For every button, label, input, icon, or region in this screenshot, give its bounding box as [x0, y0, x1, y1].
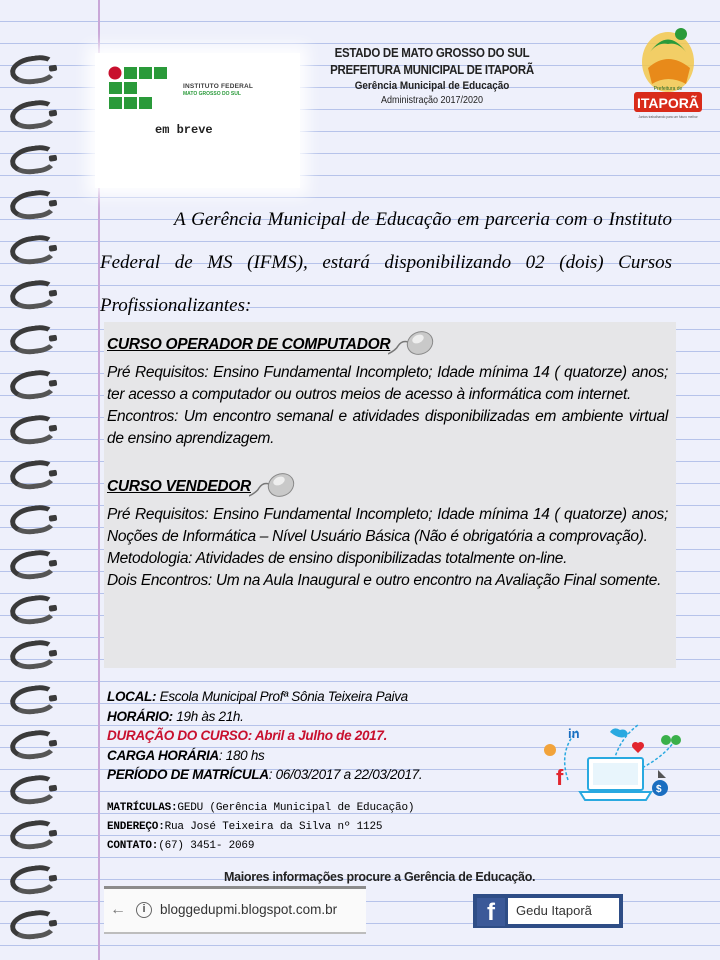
binding-ring-icon [8, 323, 57, 357]
intro-text: A Gerência Municipal de Educação em parceria com o Instituto Federal de MS (IFMS), estará disponibilizando 02 (dois) Cursos Profissionalizantes: [100, 209, 672, 316]
binding-ring-icon [8, 233, 57, 267]
carga-line [107, 746, 537, 766]
more-info-text: Maiores informações procure a Gerência de Educação. [224, 870, 536, 884]
itapora-logo-tagline: Juntos trabalhando para um futuro melhor [638, 115, 698, 119]
blog-url-bar[interactable] [104, 886, 366, 934]
carga-label: CARGA HORÁRIA [107, 747, 219, 763]
linkedin-icon: in [568, 726, 580, 741]
binding-ring-icon [8, 458, 57, 492]
department-name: Gerência Municipal de Educação [354, 80, 510, 92]
local-value: Escola Municipal Profª Sônia Teixeira Paiva [156, 689, 408, 704]
people-icon [661, 735, 671, 745]
binding-ring-icon [8, 503, 57, 537]
itapora-logo-text: ITAPORÃ [637, 95, 699, 111]
binding-ring-icon [8, 638, 57, 672]
binding-ring-icon [8, 548, 57, 582]
carga-value: : 180 hs [218, 747, 265, 763]
contato-line [107, 837, 547, 856]
binding-ring-icon [8, 683, 57, 717]
local-label: LOCAL: [107, 689, 157, 704]
contato-label: CONTATO: [107, 840, 159, 852]
horario-line [107, 707, 537, 727]
back-arrow-icon: ← [110, 901, 126, 918]
course-info [107, 687, 537, 785]
matriculas-value: GEDU (Gerência Municipal de Educação) [177, 802, 415, 814]
periodo-line [107, 765, 537, 785]
binding-ring-icon [8, 863, 57, 897]
mouse-icon [249, 470, 297, 504]
binding-ring-icon [8, 908, 57, 942]
info-icon: i [136, 902, 152, 918]
binding-ring-icon [8, 593, 57, 627]
course-meetings: Dois Encontros: Um na Aula Inaugural e outro encontro na Avaliação Final somente. [107, 572, 662, 589]
periodo-value: : 06/03/2017 a 22/03/2017. [268, 767, 423, 782]
administration-term: Administração 2017/2020 [380, 95, 484, 106]
binding-ring-icon [8, 368, 57, 402]
enrollment-info [107, 799, 547, 856]
course-title: CURSO OPERADOR DE COMPUTADOR [107, 336, 391, 354]
itapora-logo-top-text: Prefeitura de [653, 86, 683, 92]
course-meetings: Encontros: Um encontro semanal e atividades disponibilizadas em ambiente virtual de ensino aprendizagem. [107, 408, 668, 447]
svg-text:$: $ [656, 784, 662, 795]
endereco-value: Rua José Teixeira da Silva nº 1125 [164, 821, 383, 833]
course-vendedor [107, 470, 668, 592]
duracao-line: DURAÇÃO DO CURSO: Abril a Julho de 2017. [107, 728, 388, 743]
prefecture-name: PREFEITURA MUNICIPAL DE ITAPORÃ [330, 63, 534, 77]
facebook-page-name[interactable]: Gedu Itaporã [508, 898, 619, 924]
blog-url[interactable]: bloggedupmi.blogspot.com.br [160, 902, 338, 917]
binding-ring-icon [8, 728, 57, 762]
horario-value: 19h às 21h. [172, 708, 244, 724]
social-media-laptop-icon [538, 710, 688, 810]
itapora-logo-icon [628, 22, 708, 132]
ifms-logo-icon [107, 65, 187, 115]
local-line [107, 687, 537, 707]
twitter-bird-icon [610, 728, 628, 737]
horario-label: HORÁRIO: [107, 708, 173, 724]
government-header [312, 46, 552, 106]
endereco-line [107, 818, 547, 837]
course-requirements: Pré Requisitos: Ensino Fundamental Incompleto; Idade mínima 14 ( quatorze) anos; ter acesso a computador ou outros meios de acesso à informática com internet. [107, 364, 668, 403]
course-operador [107, 328, 668, 450]
spiral-binding [0, 0, 60, 960]
binding-ring-icon [8, 53, 57, 87]
matriculas-label: MATRÍCULAS: [107, 802, 178, 814]
state-name: ESTADO DE MATO GROSSO DO SUL [334, 46, 530, 60]
heart-icon [632, 742, 644, 753]
facebook-icon: f [477, 898, 505, 926]
intro-paragraph [100, 198, 672, 327]
binding-ring-icon [8, 278, 57, 312]
facebook-small-icon: f [556, 765, 564, 790]
ifms-logo-title: INSTITUTO FEDERAL [183, 83, 254, 90]
endereco-label: ENDEREÇO: [107, 821, 165, 833]
ifms-logo-subtitle: MATO GROSSO DO SUL [183, 91, 241, 97]
binding-ring-icon [8, 98, 57, 132]
course-methodology: Metodologia: Atividades de ensino disponibilizadas totalmente on-line. [107, 550, 568, 567]
course-requirements: Pré Requisitos: Ensino Fundamental Incompleto; Idade mínima 14 ( quatorze) anos; Noções de Informática – Nível Usuário Básica (Não é obrigatória a comprovação). [107, 506, 668, 545]
mouse-icon [388, 328, 436, 362]
binding-ring-icon [8, 413, 57, 447]
matriculas-line [107, 799, 547, 818]
periodo-label: PERÍODO DE MATRÍCULA [107, 767, 269, 782]
em-breve-caption: em breve [155, 123, 213, 137]
binding-ring-icon [8, 188, 57, 222]
ifms-logo-card [95, 53, 300, 188]
binding-ring-icon [8, 773, 57, 807]
chat-bubble-icon [544, 744, 556, 756]
courses-section [107, 328, 668, 592]
binding-ring-icon [8, 143, 57, 177]
contato-value: (67) 3451- 2069 [158, 840, 255, 852]
facebook-page-badge[interactable] [473, 894, 623, 928]
binding-ring-icon [8, 818, 57, 852]
course-title: CURSO VENDEDOR [107, 478, 251, 496]
hourglass-icon [658, 770, 666, 778]
